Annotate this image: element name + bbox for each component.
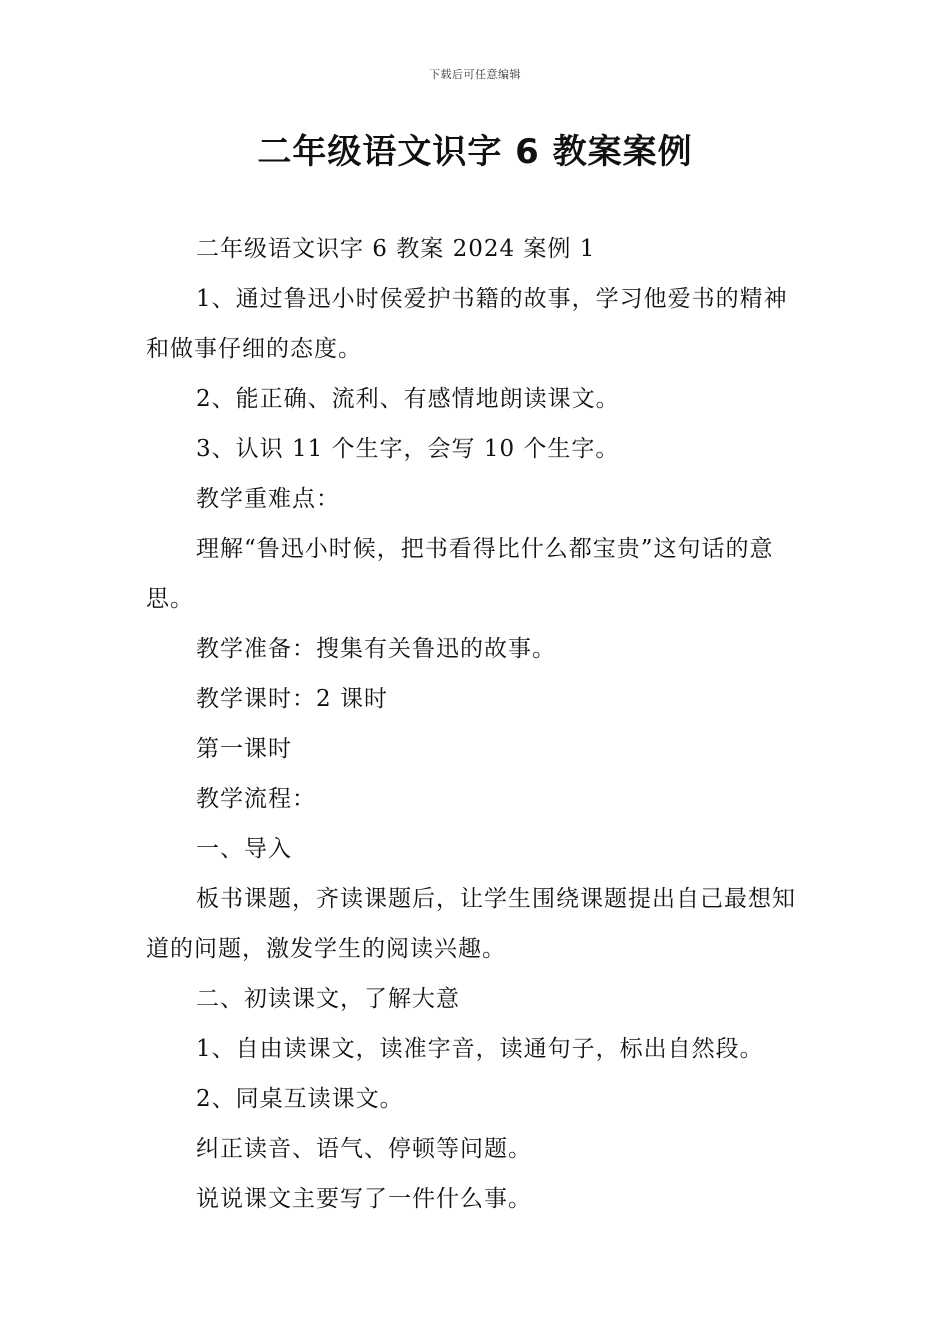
paragraph: 2、能正确、流利、有感情地朗读课文。 [196, 386, 620, 412]
paragraph: 理解“鲁迅小时候，把书看得比什么都宝贵”这句话的意思。 [146, 536, 774, 612]
document-body [146, 224, 808, 1224]
paragraph: 1、通过鲁迅小时侯爱护书籍的故事，学习他爱书的精神和做事仔细的态度。 [146, 286, 788, 362]
paragraph: 教学课时：2 课时 [196, 686, 388, 712]
document-title: 二年级语文识字 6 教案案例 [257, 132, 693, 172]
section-heading: 第一课时 [196, 736, 292, 762]
paragraph: 板书课题，齐读课题后，让学生围绕课题提出自己最想知道的问题，激发学生的阅读兴趣。 [146, 886, 796, 962]
paragraph: 1、自由读课文，读准字音，读通句子，标出自然段。 [196, 1036, 764, 1062]
section-heading: 二、初读课文，了解大意 [196, 986, 460, 1012]
section-heading: 一、导入 [196, 836, 292, 862]
paragraph: 2、同桌互读课文。 [196, 1086, 404, 1112]
header-note: 下载后可任意编辑 [429, 68, 521, 81]
paragraph: 教学准备：搜集有关鲁迅的故事。 [196, 636, 556, 662]
paragraph: 二年级语文识字 6 教案 2024 案例 1 [196, 236, 596, 262]
paragraph: 纠正读音、语气、停顿等问题。 [196, 1136, 532, 1162]
section-heading: 教学重难点： [196, 486, 340, 512]
paragraph: 3、认识 11 个生字，会写 10 个生字。 [196, 436, 620, 462]
section-heading: 教学流程： [196, 786, 316, 812]
paragraph: 说说课文主要写了一件什么事。 [196, 1186, 532, 1212]
